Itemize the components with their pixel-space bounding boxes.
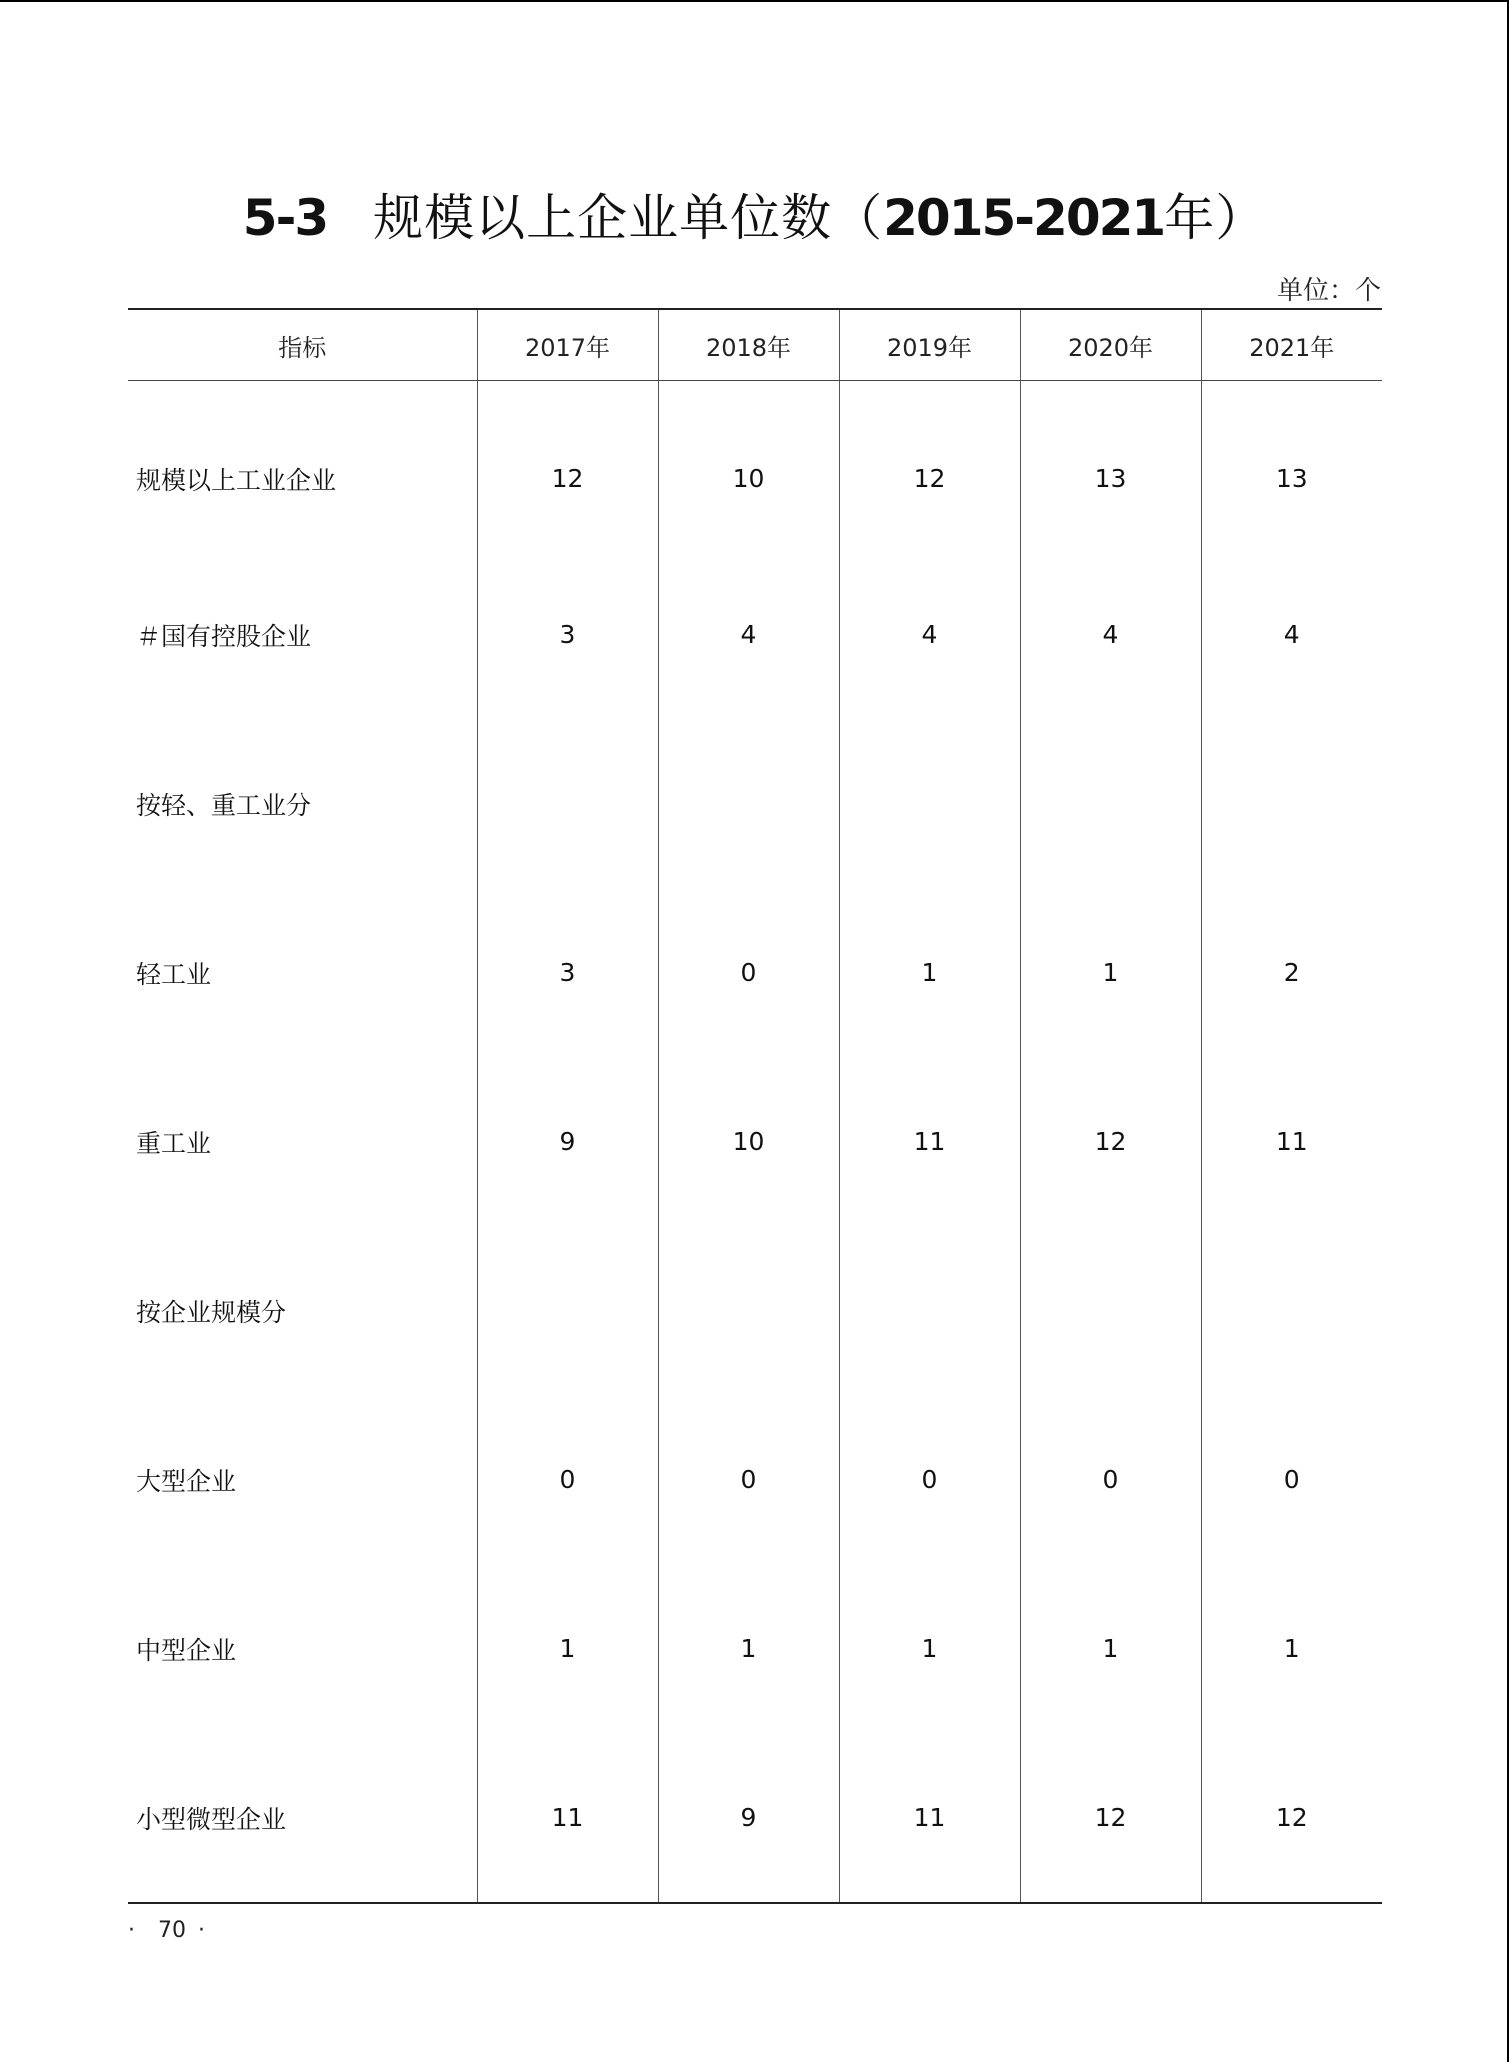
cell-value: 9 [658, 1733, 839, 1903]
header-year: 2018年 [658, 309, 839, 381]
cell-value: 1 [839, 1564, 1020, 1733]
table-row [128, 1733, 1382, 1903]
row-label: 按企业规模分 [136, 1297, 287, 1327]
cell-value: 9 [477, 1057, 658, 1226]
cell-value: 12 [839, 381, 1020, 551]
cell-value: 3 [477, 550, 658, 719]
header-year: 2017年 [477, 309, 658, 381]
cell-value: 11 [839, 1733, 1020, 1903]
header-year: 2019年 [839, 309, 1020, 381]
header-row [128, 309, 1382, 381]
cell-value [1201, 719, 1382, 888]
cell-value [477, 719, 658, 888]
cell-value: 13 [1201, 381, 1382, 551]
cell-value: 0 [839, 1395, 1020, 1564]
table-row [128, 719, 1382, 888]
unit-label: 单位：个 [1276, 276, 1381, 306]
cell-value: 0 [1020, 1395, 1201, 1564]
cell-value: 4 [839, 550, 1020, 719]
row-label: 大型企业 [136, 1466, 237, 1496]
row-label: 轻工业 [136, 959, 212, 989]
table-row [128, 381, 1382, 551]
table-row [128, 888, 1382, 1057]
cell-value: 0 [1201, 1395, 1382, 1564]
page-border-top [0, 0, 1509, 2]
cell-value: 11 [477, 1733, 658, 1903]
cell-value [658, 719, 839, 888]
row-label: 小型微型企业 [128, 1733, 477, 1903]
title-number: 5-3 [242, 189, 328, 247]
table-row [128, 1057, 1382, 1226]
cell-value: 1 [1201, 1564, 1382, 1733]
cell-value [1020, 1226, 1201, 1395]
table-title [0, 178, 1509, 250]
cell-value: 12 [1020, 1057, 1201, 1226]
cell-value: 1 [839, 888, 1020, 1057]
title-range: 2015-2021 [883, 189, 1165, 247]
cell-value: 10 [658, 1057, 839, 1226]
cell-value [477, 1226, 658, 1395]
cell-value: 4 [658, 550, 839, 719]
cell-value: 2 [1201, 888, 1382, 1057]
cell-value: 1 [1020, 1564, 1201, 1733]
cell-value: 1 [1020, 888, 1201, 1057]
row-label: 规模以上工业企业 [136, 465, 337, 495]
page-number: 70 [158, 1918, 186, 1943]
table-row [128, 550, 1382, 719]
page-footer [128, 1918, 205, 1943]
table-row [128, 1564, 1382, 1733]
cell-value: 0 [477, 1395, 658, 1564]
footer-dot-right: · [198, 1918, 205, 1943]
cell-value: 11 [839, 1057, 1020, 1226]
title-suffix: 年） [1164, 189, 1267, 247]
cell-value: 1 [658, 1564, 839, 1733]
cell-value [658, 1226, 839, 1395]
header-year: 2020年 [1020, 309, 1201, 381]
header-year: 2021年 [1201, 309, 1382, 381]
cell-value: 12 [1020, 1733, 1201, 1903]
cell-value: 12 [477, 381, 658, 551]
cell-value: 3 [477, 888, 658, 1057]
cell-value: 0 [658, 888, 839, 1057]
footer-dot-left: · [128, 1918, 135, 1943]
data-table [128, 308, 1382, 1904]
header-indicator: 指标 [128, 309, 477, 381]
cell-value: 0 [658, 1395, 839, 1564]
cell-value: 10 [658, 381, 839, 551]
cell-value [1201, 1226, 1382, 1395]
cell-value: 4 [1020, 550, 1201, 719]
title-text: 规模以上企业单位数（ [373, 189, 884, 247]
cell-value: 11 [1201, 1057, 1382, 1226]
cell-value: 13 [1020, 381, 1201, 551]
cell-value [1020, 719, 1201, 888]
cell-value [839, 719, 1020, 888]
row-label: 重工业 [136, 1128, 212, 1158]
table-row [128, 1226, 1382, 1395]
cell-value: 12 [1201, 1733, 1382, 1903]
table-row [128, 1395, 1382, 1564]
cell-value [839, 1226, 1020, 1395]
cell-value: 1 [477, 1564, 658, 1733]
row-label: 按轻、重工业分 [136, 790, 312, 820]
row-label: ＃国有控股企业 [136, 621, 312, 651]
row-label: 中型企业 [136, 1635, 237, 1665]
cell-value: 4 [1201, 550, 1382, 719]
